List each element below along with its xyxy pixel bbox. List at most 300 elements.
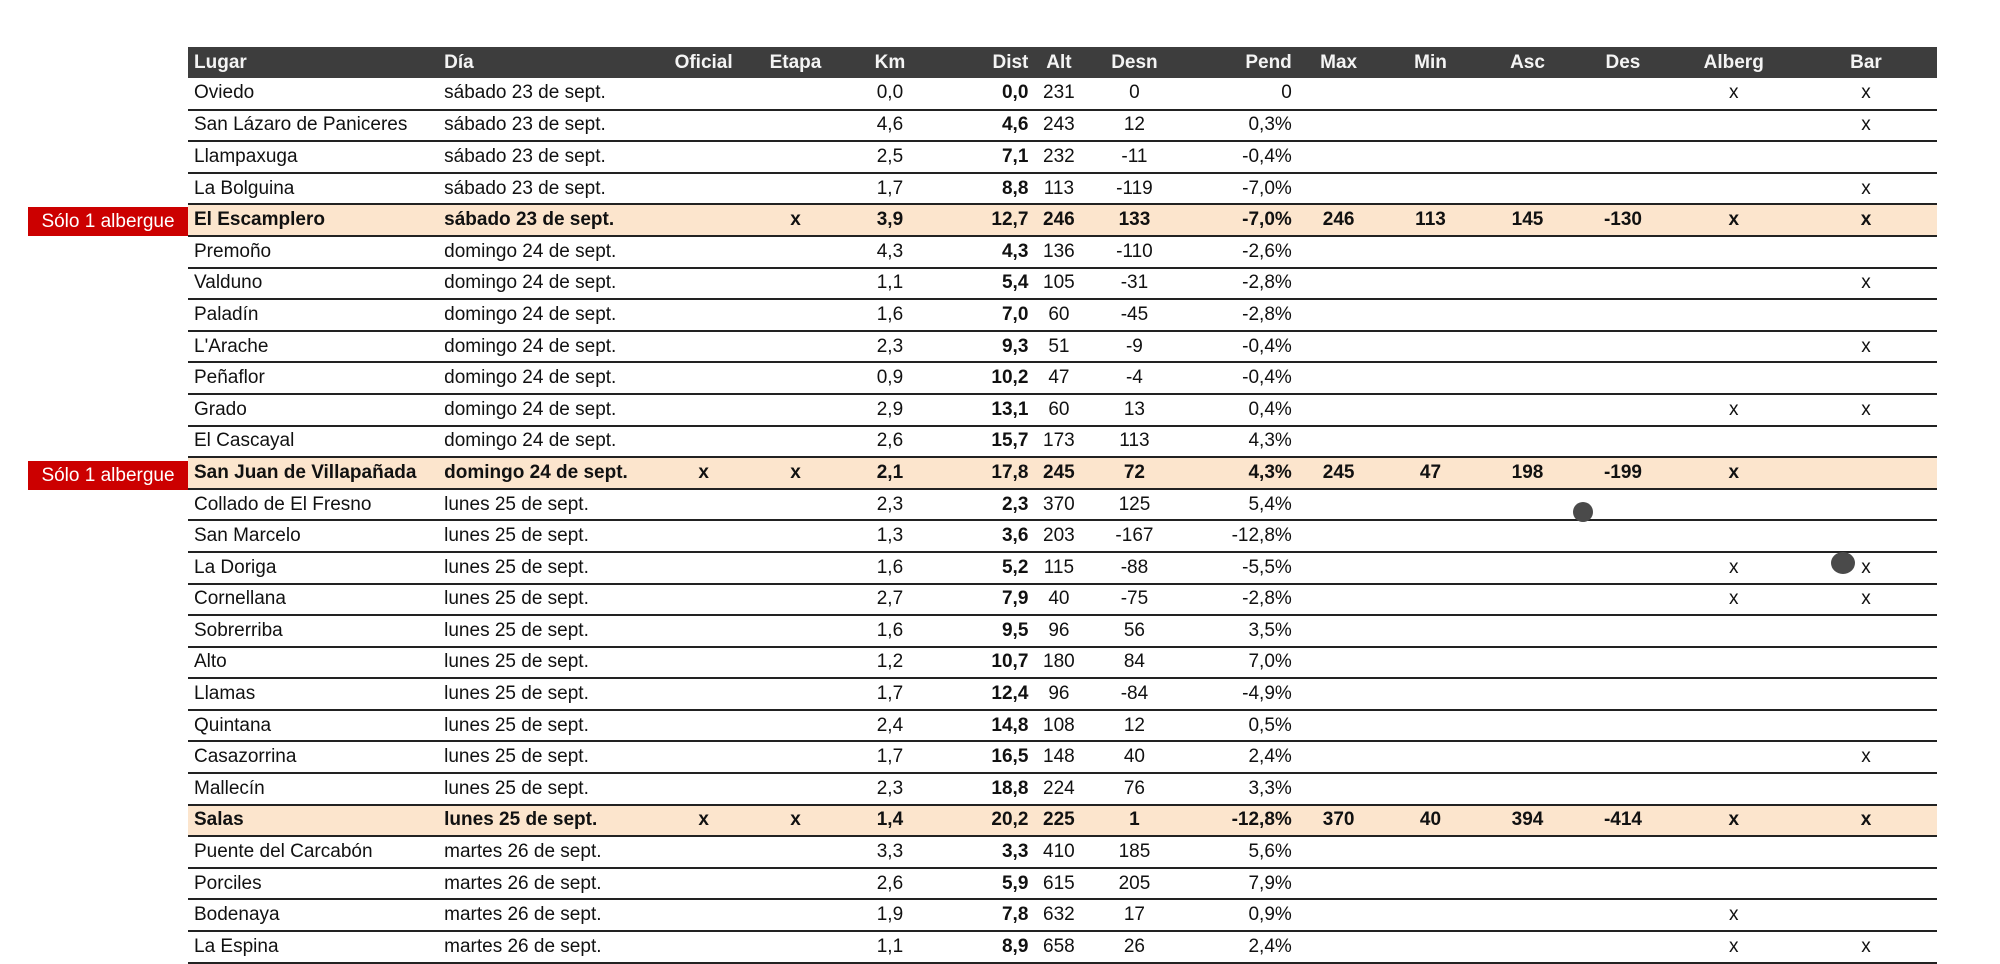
cell-dist[interactable]: 5,9	[938, 868, 1034, 900]
cell-bar[interactable]: x	[1795, 110, 1937, 142]
cell-desn[interactable]: 125	[1083, 489, 1185, 521]
cell-alt[interactable]: 658	[1034, 931, 1083, 963]
cell-alberg[interactable]: x	[1672, 204, 1795, 236]
cell-lugar[interactable]: Paladín	[188, 299, 438, 331]
cell-dist[interactable]: 7,9	[938, 584, 1034, 616]
cell-max[interactable]: 370	[1298, 805, 1380, 837]
cell-lugar[interactable]: Alto	[188, 647, 438, 679]
cell-alberg[interactable]	[1672, 647, 1795, 679]
cell-alberg[interactable]	[1672, 173, 1795, 205]
cell-max[interactable]: 245	[1298, 457, 1380, 489]
cell-pend[interactable]: 7,9%	[1185, 868, 1297, 900]
cell-alt[interactable]: 173	[1034, 426, 1083, 458]
cell-des[interactable]	[1573, 836, 1672, 868]
cell-dist[interactable]: 8,8	[938, 173, 1034, 205]
cell-min[interactable]	[1379, 647, 1481, 679]
cell-dia[interactable]: domingo 24 de sept.	[438, 331, 658, 363]
cell-lugar[interactable]: Oviedo	[188, 78, 438, 110]
cell-asc[interactable]	[1482, 362, 1574, 394]
cell-desn[interactable]: -75	[1083, 584, 1185, 616]
cell-lugar[interactable]: Quintana	[188, 710, 438, 742]
cell-alt[interactable]: 232	[1034, 141, 1083, 173]
cell-asc[interactable]	[1482, 710, 1574, 742]
cell-km[interactable]: 1,6	[841, 299, 938, 331]
cell-desn[interactable]: 12	[1083, 710, 1185, 742]
cell-min[interactable]: 113	[1379, 204, 1481, 236]
cell-lugar[interactable]: San Juan de Villapañada	[188, 457, 438, 489]
cell-asc[interactable]: 394	[1482, 805, 1574, 837]
cell-oficial[interactable]	[658, 173, 750, 205]
cell-etapa[interactable]	[750, 647, 842, 679]
cell-bar[interactable]	[1795, 362, 1937, 394]
cell-oficial[interactable]	[658, 299, 750, 331]
cell-lugar[interactable]: Salas	[188, 805, 438, 837]
cell-alt[interactable]: 51	[1034, 331, 1083, 363]
cell-km[interactable]: 1,1	[841, 931, 938, 963]
cell-desn[interactable]: 26	[1083, 931, 1185, 963]
cell-alt[interactable]: 203	[1034, 520, 1083, 552]
cell-min[interactable]	[1379, 426, 1481, 458]
cell-desn[interactable]: -4	[1083, 362, 1185, 394]
cell-alberg[interactable]: x	[1672, 394, 1795, 426]
cell-desn[interactable]: 84	[1083, 647, 1185, 679]
col-header-etapa[interactable]: Etapa	[750, 47, 842, 78]
cell-alberg[interactable]: x	[1672, 931, 1795, 963]
cell-des[interactable]	[1573, 868, 1672, 900]
cell-max[interactable]	[1298, 868, 1380, 900]
cell-asc[interactable]	[1482, 78, 1574, 110]
cell-pend[interactable]: 4,3%	[1185, 457, 1297, 489]
col-header-alt[interactable]: Alt	[1034, 47, 1083, 78]
cell-km[interactable]: 2,3	[841, 489, 938, 521]
cell-lugar[interactable]: Grado	[188, 394, 438, 426]
cell-etapa[interactable]	[750, 489, 842, 521]
cell-min[interactable]	[1379, 331, 1481, 363]
cell-pend[interactable]: 2,4%	[1185, 741, 1297, 773]
cell-max[interactable]	[1298, 552, 1380, 584]
cell-lugar[interactable]: Casazorrina	[188, 741, 438, 773]
cell-desn[interactable]: 56	[1083, 615, 1185, 647]
cell-alberg[interactable]	[1672, 362, 1795, 394]
cell-desn[interactable]: -84	[1083, 678, 1185, 710]
cell-lugar[interactable]: San Marcelo	[188, 520, 438, 552]
cell-alberg[interactable]: x	[1672, 552, 1795, 584]
cell-km[interactable]: 2,3	[841, 331, 938, 363]
cell-asc[interactable]	[1482, 868, 1574, 900]
cell-des[interactable]	[1573, 78, 1672, 110]
cell-asc[interactable]	[1482, 773, 1574, 805]
cell-desn[interactable]: -45	[1083, 299, 1185, 331]
cell-dia[interactable]: sábado 23 de sept.	[438, 110, 658, 142]
cell-km[interactable]: 3,3	[841, 836, 938, 868]
cell-dist[interactable]: 7,8	[938, 899, 1034, 931]
cell-des[interactable]: -199	[1573, 457, 1672, 489]
cell-asc[interactable]	[1482, 426, 1574, 458]
cell-bar[interactable]	[1795, 868, 1937, 900]
cell-etapa[interactable]	[750, 868, 842, 900]
cell-bar[interactable]: x	[1795, 331, 1937, 363]
cell-dia[interactable]: martes 26 de sept.	[438, 836, 658, 868]
cell-alt[interactable]: 246	[1034, 204, 1083, 236]
col-header-pend[interactable]: Pend	[1185, 47, 1297, 78]
cell-oficial[interactable]	[658, 868, 750, 900]
cell-dist[interactable]: 10,7	[938, 647, 1034, 679]
cell-oficial[interactable]	[658, 647, 750, 679]
cell-lugar[interactable]: Premoño	[188, 236, 438, 268]
cell-dia[interactable]: sábado 23 de sept.	[438, 204, 658, 236]
cell-des[interactable]	[1573, 394, 1672, 426]
cell-oficial[interactable]	[658, 394, 750, 426]
cell-dia[interactable]: domingo 24 de sept.	[438, 394, 658, 426]
cell-km[interactable]: 1,7	[841, 173, 938, 205]
cell-asc[interactable]	[1482, 110, 1574, 142]
cell-dia[interactable]: martes 26 de sept.	[438, 899, 658, 931]
cell-oficial[interactable]	[658, 141, 750, 173]
cell-km[interactable]: 0,0	[841, 78, 938, 110]
cell-oficial[interactable]	[658, 836, 750, 868]
cell-des[interactable]: -130	[1573, 204, 1672, 236]
cell-lugar[interactable]: Llamas	[188, 678, 438, 710]
cell-max[interactable]	[1298, 741, 1380, 773]
cell-pend[interactable]: -7,0%	[1185, 204, 1297, 236]
cell-asc[interactable]	[1482, 584, 1574, 616]
cell-dist[interactable]: 10,2	[938, 362, 1034, 394]
cell-dia[interactable]: domingo 24 de sept.	[438, 268, 658, 300]
cell-min[interactable]	[1379, 710, 1481, 742]
cell-des[interactable]	[1573, 678, 1672, 710]
cell-asc[interactable]	[1482, 520, 1574, 552]
cell-alberg[interactable]	[1672, 836, 1795, 868]
cell-dist[interactable]: 7,1	[938, 141, 1034, 173]
cell-asc[interactable]	[1482, 236, 1574, 268]
cell-max[interactable]: 246	[1298, 204, 1380, 236]
cell-min[interactable]	[1379, 552, 1481, 584]
cell-min[interactable]	[1379, 584, 1481, 616]
cell-bar[interactable]	[1795, 647, 1937, 679]
cell-bar[interactable]: x	[1795, 394, 1937, 426]
cell-pend[interactable]: 0	[1185, 78, 1297, 110]
cell-oficial[interactable]	[658, 236, 750, 268]
cell-des[interactable]	[1573, 141, 1672, 173]
cell-etapa[interactable]	[750, 773, 842, 805]
cell-desn[interactable]: 1	[1083, 805, 1185, 837]
cell-asc[interactable]	[1482, 647, 1574, 679]
cell-bar[interactable]	[1795, 489, 1937, 521]
cell-desn[interactable]: -110	[1083, 236, 1185, 268]
cell-des[interactable]	[1573, 173, 1672, 205]
cell-km[interactable]: 1,6	[841, 615, 938, 647]
cell-alt[interactable]: 370	[1034, 489, 1083, 521]
cell-max[interactable]	[1298, 394, 1380, 426]
cell-min[interactable]	[1379, 678, 1481, 710]
cell-oficial[interactable]: x	[658, 805, 750, 837]
cell-bar[interactable]	[1795, 773, 1937, 805]
cell-dist[interactable]: 7,0	[938, 299, 1034, 331]
cell-lugar[interactable]: Llampaxuga	[188, 141, 438, 173]
cell-km[interactable]: 2,1	[841, 457, 938, 489]
cell-alberg[interactable]	[1672, 678, 1795, 710]
cell-alt[interactable]: 115	[1034, 552, 1083, 584]
cell-des[interactable]	[1573, 552, 1672, 584]
cell-min[interactable]	[1379, 362, 1481, 394]
cell-lugar[interactable]: Mallecín	[188, 773, 438, 805]
cell-dia[interactable]: lunes 25 de sept.	[438, 805, 658, 837]
cell-min[interactable]	[1379, 173, 1481, 205]
cell-des[interactable]	[1573, 899, 1672, 931]
cell-pend[interactable]: -12,8%	[1185, 805, 1297, 837]
cell-km[interactable]: 1,1	[841, 268, 938, 300]
cell-desn[interactable]: 12	[1083, 110, 1185, 142]
cell-des[interactable]	[1573, 236, 1672, 268]
cell-alt[interactable]: 60	[1034, 299, 1083, 331]
cell-pend[interactable]: 3,3%	[1185, 773, 1297, 805]
cell-dist[interactable]: 9,3	[938, 331, 1034, 363]
cell-bar[interactable]: x	[1795, 931, 1937, 963]
cell-dist[interactable]: 4,3	[938, 236, 1034, 268]
cell-bar[interactable]	[1795, 836, 1937, 868]
cell-etapa[interactable]	[750, 710, 842, 742]
cell-alberg[interactable]: x	[1672, 805, 1795, 837]
cell-dist[interactable]: 3,6	[938, 520, 1034, 552]
cell-des[interactable]	[1573, 773, 1672, 805]
cell-pend[interactable]: 5,6%	[1185, 836, 1297, 868]
cell-bar[interactable]	[1795, 678, 1937, 710]
cell-dist[interactable]: 0,0	[938, 78, 1034, 110]
cell-dist[interactable]: 12,7	[938, 204, 1034, 236]
cell-pend[interactable]: -0,4%	[1185, 331, 1297, 363]
cell-alt[interactable]: 245	[1034, 457, 1083, 489]
cell-des[interactable]	[1573, 426, 1672, 458]
cell-desn[interactable]: 76	[1083, 773, 1185, 805]
cell-alt[interactable]: 224	[1034, 773, 1083, 805]
cell-oficial[interactable]	[658, 615, 750, 647]
cell-dia[interactable]: domingo 24 de sept.	[438, 362, 658, 394]
cell-pend[interactable]: 7,0%	[1185, 647, 1297, 679]
cell-etapa[interactable]	[750, 394, 842, 426]
cell-lugar[interactable]: Porciles	[188, 868, 438, 900]
cell-lugar[interactable]: Puente del Carcabón	[188, 836, 438, 868]
cell-etapa[interactable]	[750, 362, 842, 394]
cell-dia[interactable]: lunes 25 de sept.	[438, 552, 658, 584]
cell-etapa[interactable]	[750, 141, 842, 173]
cell-km[interactable]: 2,4	[841, 710, 938, 742]
cell-km[interactable]: 2,7	[841, 584, 938, 616]
cell-alberg[interactable]	[1672, 110, 1795, 142]
cell-oficial[interactable]	[658, 678, 750, 710]
cell-alberg[interactable]	[1672, 141, 1795, 173]
cell-min[interactable]	[1379, 741, 1481, 773]
cell-max[interactable]	[1298, 615, 1380, 647]
cell-dia[interactable]: lunes 25 de sept.	[438, 741, 658, 773]
cell-des[interactable]	[1573, 299, 1672, 331]
cell-etapa[interactable]	[750, 78, 842, 110]
cell-pend[interactable]: -12,8%	[1185, 520, 1297, 552]
cell-max[interactable]	[1298, 173, 1380, 205]
cell-asc[interactable]	[1482, 741, 1574, 773]
cell-desn[interactable]: -88	[1083, 552, 1185, 584]
cell-lugar[interactable]: La Bolguina	[188, 173, 438, 205]
cell-min[interactable]	[1379, 836, 1481, 868]
cell-alt[interactable]: 180	[1034, 647, 1083, 679]
cell-dist[interactable]: 17,8	[938, 457, 1034, 489]
cell-lugar[interactable]: Bodenaya	[188, 899, 438, 931]
cell-etapa[interactable]	[750, 268, 842, 300]
cell-min[interactable]	[1379, 773, 1481, 805]
cell-alberg[interactable]: x	[1672, 899, 1795, 931]
cell-alberg[interactable]	[1672, 236, 1795, 268]
cell-dia[interactable]: sábado 23 de sept.	[438, 78, 658, 110]
cell-asc[interactable]	[1482, 615, 1574, 647]
cell-km[interactable]: 4,3	[841, 236, 938, 268]
cell-max[interactable]	[1298, 489, 1380, 521]
cell-km[interactable]: 1,7	[841, 741, 938, 773]
cell-desn[interactable]: 185	[1083, 836, 1185, 868]
cell-pend[interactable]: -4,9%	[1185, 678, 1297, 710]
cell-dia[interactable]: martes 26 de sept.	[438, 868, 658, 900]
cell-min[interactable]	[1379, 299, 1481, 331]
cell-pend[interactable]: -2,6%	[1185, 236, 1297, 268]
cell-oficial[interactable]	[658, 520, 750, 552]
col-header-km[interactable]: Km	[841, 47, 938, 78]
cell-dia[interactable]: sábado 23 de sept.	[438, 173, 658, 205]
cell-lugar[interactable]: Sobrerriba	[188, 615, 438, 647]
cell-bar[interactable]	[1795, 615, 1937, 647]
cell-alt[interactable]: 148	[1034, 741, 1083, 773]
cell-bar[interactable]	[1795, 426, 1937, 458]
cell-dia[interactable]: lunes 25 de sept.	[438, 489, 658, 521]
cell-min[interactable]	[1379, 520, 1481, 552]
cell-alt[interactable]: 225	[1034, 805, 1083, 837]
cell-km[interactable]: 1,7	[841, 678, 938, 710]
cell-etapa[interactable]: x	[750, 457, 842, 489]
cell-dist[interactable]: 15,7	[938, 426, 1034, 458]
cell-min[interactable]: 47	[1379, 457, 1481, 489]
cell-oficial[interactable]	[658, 899, 750, 931]
cell-min[interactable]: 40	[1379, 805, 1481, 837]
cell-lugar[interactable]: Valduno	[188, 268, 438, 300]
cell-dia[interactable]: lunes 25 de sept.	[438, 584, 658, 616]
cell-oficial[interactable]	[658, 331, 750, 363]
cell-dia[interactable]: martes 26 de sept.	[438, 931, 658, 963]
cell-pend[interactable]: -0,4%	[1185, 141, 1297, 173]
cell-max[interactable]	[1298, 331, 1380, 363]
cell-des[interactable]	[1573, 268, 1672, 300]
cell-des[interactable]	[1573, 584, 1672, 616]
cell-desn[interactable]: -167	[1083, 520, 1185, 552]
col-header-dist[interactable]: Dist	[938, 47, 1034, 78]
cell-bar[interactable]	[1795, 710, 1937, 742]
cell-alberg[interactable]	[1672, 489, 1795, 521]
cell-etapa[interactable]	[750, 299, 842, 331]
col-header-dia[interactable]: Día	[438, 47, 658, 78]
cell-des[interactable]	[1573, 615, 1672, 647]
cell-bar[interactable]: x	[1795, 204, 1937, 236]
cell-desn[interactable]: -119	[1083, 173, 1185, 205]
cell-etapa[interactable]	[750, 236, 842, 268]
cell-dia[interactable]: lunes 25 de sept.	[438, 710, 658, 742]
cell-dist[interactable]: 3,3	[938, 836, 1034, 868]
cell-pend[interactable]: -7,0%	[1185, 173, 1297, 205]
cell-lugar[interactable]: Peñaflor	[188, 362, 438, 394]
cell-pend[interactable]: 0,5%	[1185, 710, 1297, 742]
col-header-desn[interactable]: Desn	[1083, 47, 1185, 78]
cell-alt[interactable]: 96	[1034, 615, 1083, 647]
cell-etapa[interactable]	[750, 331, 842, 363]
cell-bar[interactable]: x	[1795, 584, 1937, 616]
cell-bar[interactable]	[1795, 299, 1937, 331]
cell-dia[interactable]: lunes 25 de sept.	[438, 615, 658, 647]
cell-km[interactable]: 1,6	[841, 552, 938, 584]
cell-dist[interactable]: 20,2	[938, 805, 1034, 837]
cell-alt[interactable]: 231	[1034, 78, 1083, 110]
col-header-lugar[interactable]: Lugar	[188, 47, 438, 78]
cell-oficial[interactable]	[658, 110, 750, 142]
cell-min[interactable]	[1379, 868, 1481, 900]
cell-min[interactable]	[1379, 141, 1481, 173]
cell-pend[interactable]: -2,8%	[1185, 299, 1297, 331]
cell-lugar[interactable]: La Espina	[188, 931, 438, 963]
cell-max[interactable]	[1298, 426, 1380, 458]
cell-etapa[interactable]	[750, 678, 842, 710]
cell-des[interactable]	[1573, 741, 1672, 773]
cell-bar[interactable]: x	[1795, 78, 1937, 110]
cell-pend[interactable]: 5,4%	[1185, 489, 1297, 521]
cell-etapa[interactable]	[750, 173, 842, 205]
cell-km[interactable]: 3,9	[841, 204, 938, 236]
cell-alberg[interactable]	[1672, 520, 1795, 552]
cell-max[interactable]	[1298, 141, 1380, 173]
cell-min[interactable]	[1379, 615, 1481, 647]
cell-alberg[interactable]: x	[1672, 78, 1795, 110]
cell-asc[interactable]	[1482, 552, 1574, 584]
cell-oficial[interactable]	[658, 710, 750, 742]
cell-max[interactable]	[1298, 362, 1380, 394]
cell-bar[interactable]	[1795, 899, 1937, 931]
cell-etapa[interactable]	[750, 836, 842, 868]
cell-max[interactable]	[1298, 268, 1380, 300]
cell-etapa[interactable]	[750, 552, 842, 584]
cell-km[interactable]: 1,9	[841, 899, 938, 931]
cell-min[interactable]	[1379, 236, 1481, 268]
cell-desn[interactable]: 13	[1083, 394, 1185, 426]
cell-pend[interactable]: -0,4%	[1185, 362, 1297, 394]
cell-dia[interactable]: domingo 24 de sept.	[438, 236, 658, 268]
cell-etapa[interactable]	[750, 584, 842, 616]
cell-pend[interactable]: -2,8%	[1185, 584, 1297, 616]
cell-oficial[interactable]: x	[658, 457, 750, 489]
cell-alberg[interactable]: x	[1672, 584, 1795, 616]
cell-dist[interactable]: 5,2	[938, 552, 1034, 584]
cell-desn[interactable]: -9	[1083, 331, 1185, 363]
cell-min[interactable]	[1379, 899, 1481, 931]
cell-des[interactable]	[1573, 110, 1672, 142]
cell-asc[interactable]	[1482, 268, 1574, 300]
cell-max[interactable]	[1298, 836, 1380, 868]
cell-oficial[interactable]	[658, 426, 750, 458]
cell-etapa[interactable]	[750, 741, 842, 773]
cell-des[interactable]	[1573, 520, 1672, 552]
cell-oficial[interactable]	[658, 584, 750, 616]
cell-des[interactable]	[1573, 710, 1672, 742]
cell-dist[interactable]: 18,8	[938, 773, 1034, 805]
cell-km[interactable]: 1,4	[841, 805, 938, 837]
cell-alberg[interactable]	[1672, 299, 1795, 331]
cell-oficial[interactable]	[658, 773, 750, 805]
cell-dia[interactable]: sábado 23 de sept.	[438, 141, 658, 173]
cell-asc[interactable]	[1482, 299, 1574, 331]
cell-pend[interactable]: 4,3%	[1185, 426, 1297, 458]
cell-alt[interactable]: 243	[1034, 110, 1083, 142]
